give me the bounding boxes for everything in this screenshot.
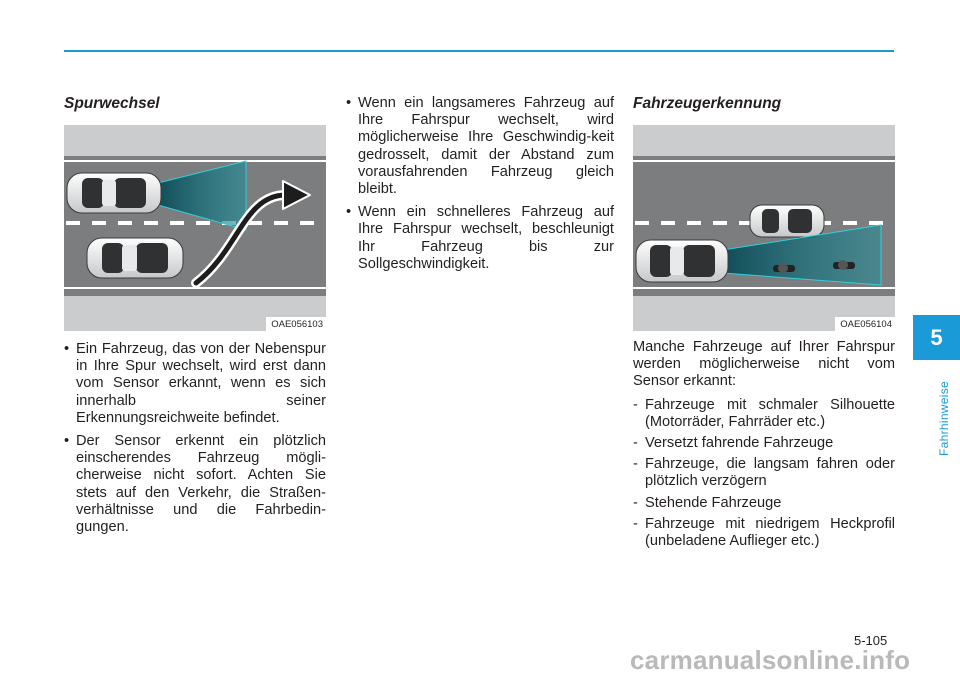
middle-column (346, 95, 614, 279)
list-item: • Wenn ein langsameres Fahrzeug auf Ihre Fahrspur wechselt, wird möglicherweise Ihre Geschwindig-keit gedrosselt, damit der Abstand zum vorausfahrenden Fahrzeug gleich bleibt. (346, 95, 614, 198)
vehicle-detection-illustration (633, 125, 895, 331)
section-heading-lane-change: Spurwechsel (64, 95, 160, 112)
page-number: 5-105 (854, 633, 888, 648)
list-item: • Ein Fahrzeug, das von der Nebenspur in Ihre Spur wechselt, wird erst dann vom Sensor erkannt, wenn es sich innerhalb seiner Erkennungsreichweite befindet. (64, 341, 326, 427)
right-column (633, 95, 895, 554)
list-item: - Fahrzeuge mit schmaler Silhouette (Motorräder, Fahrräder etc.) (633, 397, 895, 431)
chapter-title-label: Fahrhinweise (937, 381, 951, 456)
middle-bullet-list (346, 95, 614, 273)
left-bullet-list (64, 341, 326, 536)
top-rule (64, 50, 894, 52)
figure-id: OAE056103 (266, 317, 326, 331)
vehicle-type-list (633, 397, 895, 551)
list-item: • Der Sensor erkennt ein plötzlich einscherendes Fahrzeug mögli-cherweise nicht sofort. Achten Sie stets auf den Verkehr, die Straßen-verhältnisse und die Fahrbedin-gungen. (64, 433, 326, 536)
section-heading-vehicle-detection: Fahrzeugerkennung (633, 95, 782, 112)
watermark: carmanualsonline.info (630, 645, 911, 675)
list-item: • Wenn ein schnelleres Fahrzeug auf Ihre Fahrspur wechselt, beschleunigt Ihr Fahrzeug bis zur Sollgeschwindigkeit. (346, 204, 614, 273)
chapter-tab[interactable]: 5 (913, 315, 960, 360)
list-item: - Versetzt fahrende Fahrzeuge (633, 435, 895, 452)
vehicle-ahead-offset (750, 205, 824, 237)
list-item: - Fahrzeuge mit niedrigem Heckprofil (unbeladene Auflieger etc.) (633, 516, 895, 550)
vehicle-detection-figure (633, 125, 895, 331)
cutting-in-car (87, 238, 183, 278)
own-car (67, 173, 161, 213)
figure-id: OAE056104 (835, 317, 895, 331)
lane-change-illustration (64, 125, 326, 331)
intro-text: Manche Fahrzeuge auf Ihrer Fahrspur werden möglicherweise nicht vom Sensor erkannt: (633, 339, 895, 390)
list-item: - Fahrzeuge, die langsam fahren oder plötzlich verzögern (633, 456, 895, 490)
chapter-title (922, 366, 951, 456)
own-car (636, 240, 728, 282)
list-item: - Stehende Fahrzeuge (633, 495, 895, 512)
lane-change-figure (64, 125, 326, 331)
left-column (64, 95, 326, 542)
